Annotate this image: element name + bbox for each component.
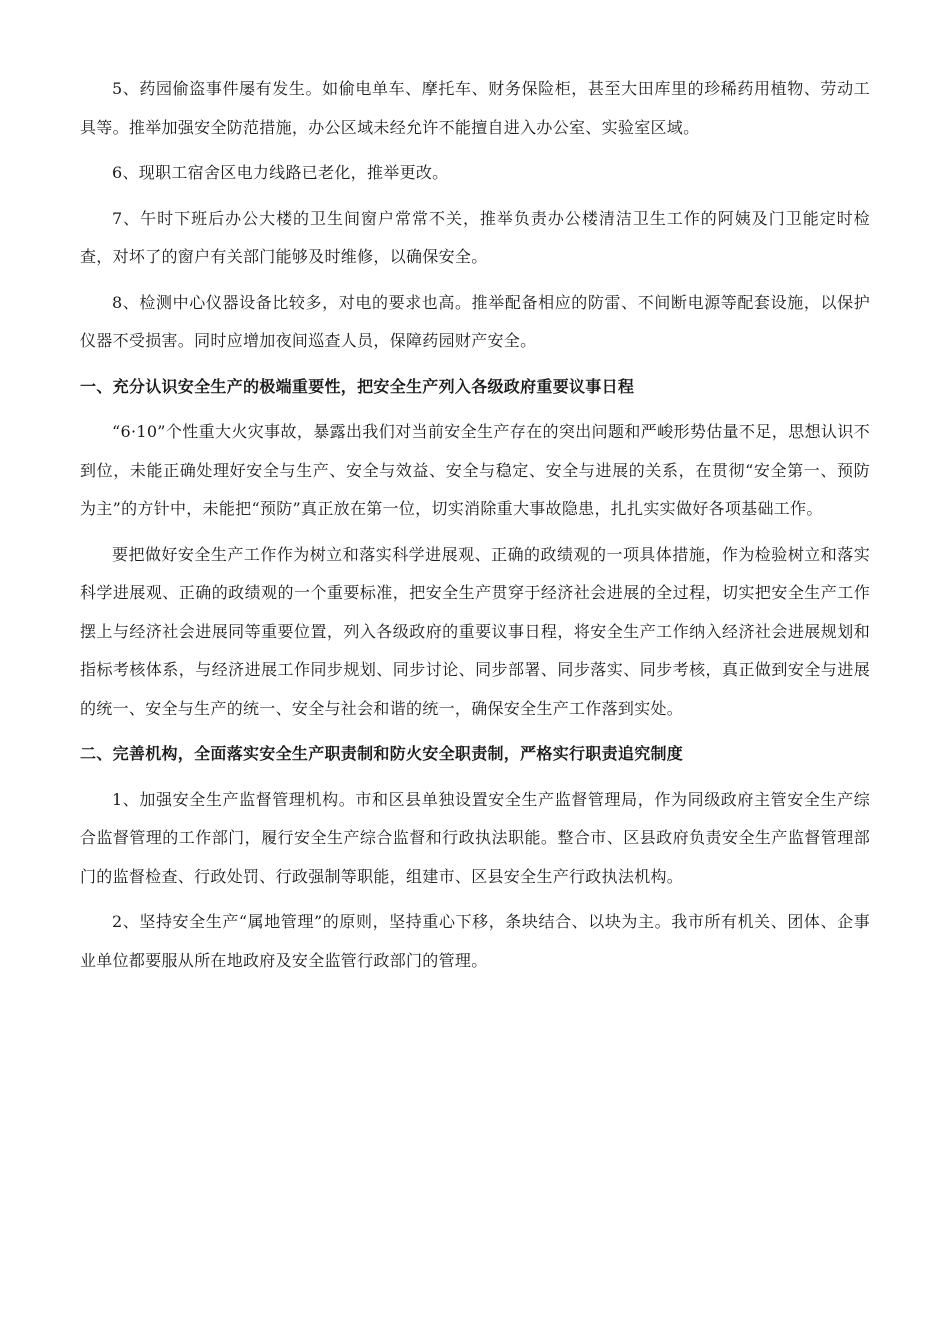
document-page	[80, 70, 870, 987]
paragraph-supervision-agency: 1、加强安全生产监督管理机构。市和区县单独设置安全生产监督管理局，作为同级政府主管安全生产综合监督管理的工作部门，履行安全生产综合监督和行政执法职能。整合市、区县政府负责安全生产监督管理部门的监督检查、行政处罚、行政强制等职能，组建市、区县安全生产行政执法机构。	[80, 789, 870, 886]
paragraph-territorial-management: 2、坚持安全生产“属地管理”的原则，坚持重心下移，条块结合、以块为主。我市所有机关、团体、企事业单位都要服从所在地政府及安全监管行政部门的管理。	[80, 912, 870, 970]
section-heading-1: 一、充分认识安全生产的极端重要性，把安全生产列入各级政府重要议事日程	[80, 376, 635, 396]
paragraph-item-8-equipment: 8、检测中心仪器设备比较多，对电的要求也高。推举配备相应的防雷、不间断电源等配套设施，以保护仪器不受损害。同时应增加夜间巡查人员，保障药园财产安全。	[80, 292, 870, 350]
paragraph-item-5-burglary: 5、药园偷盗事件屡有发生。如偷电单车、摩托车、财务保险柜，甚至大田库里的珍稀药用植物、劳动工具等。推举加强安全防范措施，办公区域未经允许不能擅自进入办公室、实验室区域。	[80, 79, 870, 137]
paragraph-fire-accident: “6·10”个性重大火灾事故，暴露出我们对当前安全生产存在的突出问题和严峻形势估量不足，思想认识不到位，未能正确处理好安全与生产、安全与效益、安全与稳定、安全与进展的关系，在贯彻“安全第一、预防为主”的方针中，未能把“预防”真正放在第一位，切实消除重大事故隐患，扎扎实实做好各项基础工作。	[80, 422, 870, 518]
paragraph-safety-priority: 要把做好安全生产工作作为树立和落实科学进展观、正确的政绩观的一项具体措施，作为检验树立和落实科学进展观、正确的政绩观的一个重要标准，把安全生产贯穿于经济社会进展的全过程，切实把安全生产工作摆上与经济社会进展同等重要位置，列入各级政府的重要议事日程，将安全生产工作纳入经济社会进展规划和指标考核体系，与经济进展工作同步规划、同步讨论、同步部署、同步落实、同步考核，真正做到安全与进展的统一、安全与生产的统一、安全与社会和谐的统一，确保安全生产工作落到实处。	[80, 544, 870, 718]
section-heading-2: 二、完善机构，全面落实安全生产职责制和防火安全职责制，严格实行职责追究制度	[80, 744, 684, 763]
paragraph-item-7-windows: 7、午时下班后办公大楼的卫生间窗户常常不关，推举负责办公楼清洁卫生工作的阿姨及门卫能定时检查，对坏了的窗户有关部门能够及时维修，以确保安全。	[80, 208, 870, 266]
paragraph-item-6-wiring: 6、现职工宿舍区电力线路已老化，推举更改。	[112, 163, 449, 182]
